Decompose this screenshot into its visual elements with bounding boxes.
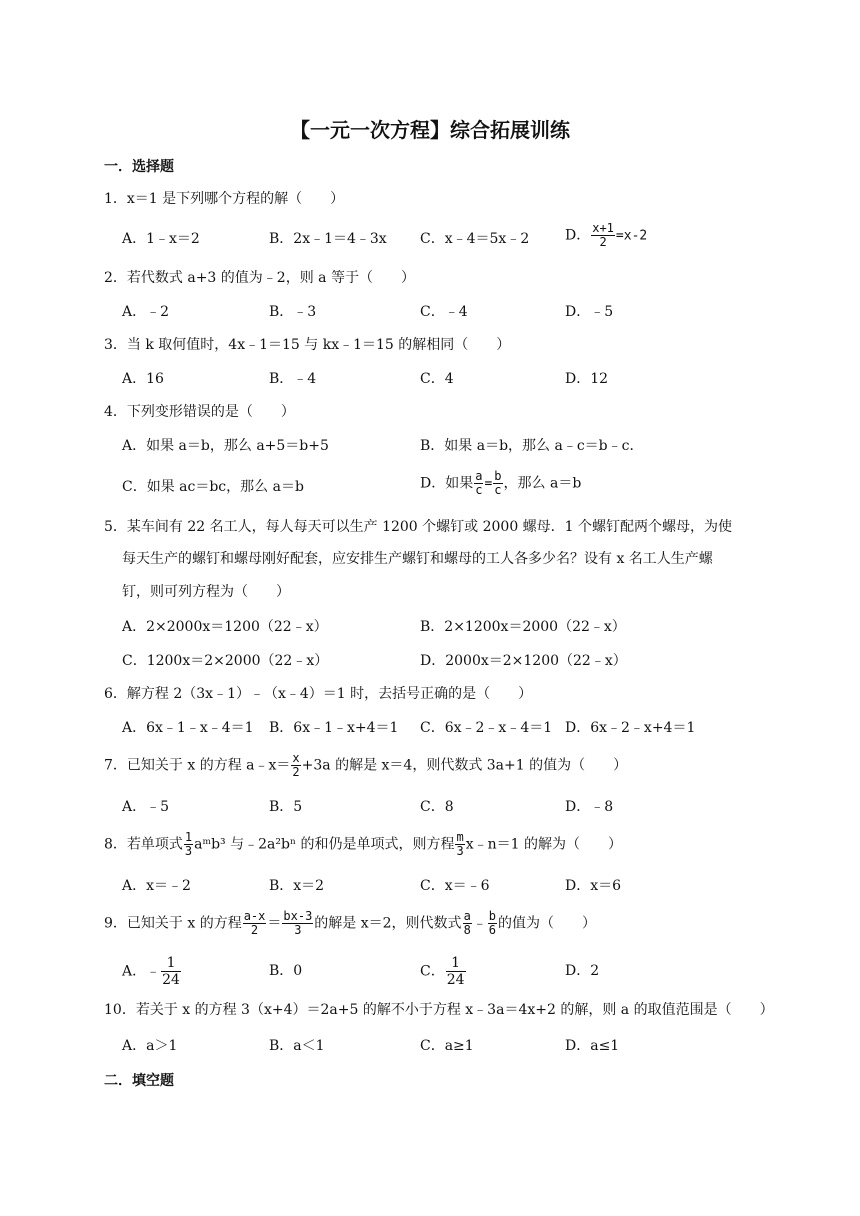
- stem-text: 9．已知关于 x 的方程: [104, 915, 242, 932]
- question-1-option-b: B．2x﹣1＝4﹣3x: [269, 231, 387, 247]
- question-10-option-d: D．a≤1: [565, 1038, 620, 1054]
- question-3-stem: 3．当 k 取何值时，4x﹣1＝15 与 kx﹣1＝15 的解相同（ ）: [104, 337, 511, 353]
- question-9-option-a: [122, 955, 182, 988]
- question-2-option-c: C．﹣4: [420, 304, 468, 320]
- expression: =x-2: [615, 228, 648, 244]
- question-10-option-a: A．a＞1: [122, 1038, 178, 1054]
- numerator: 1: [446, 955, 466, 972]
- numerator: a: [463, 909, 471, 923]
- question-5-option-c: C．1200x＝2×2000（22﹣x）: [122, 653, 329, 669]
- stem-text: 的值为（ ）: [498, 915, 597, 932]
- fraction: [474, 470, 483, 497]
- question-4-option-d: [420, 470, 581, 497]
- question-1-option-d: [565, 222, 647, 249]
- numerator: 1: [161, 955, 181, 972]
- question-2-option-b: B．﹣3: [269, 304, 317, 320]
- numerator: a: [475, 469, 483, 483]
- stem-text: 8．若单项式: [104, 836, 183, 853]
- question-4-option-c: C．如果 ac＝bc，那么 a＝b: [122, 479, 304, 495]
- numerator: a-x: [243, 909, 266, 923]
- question-5-line-1: 5．某车间有 22 名工人，每人每天可以生产 1200 个螺钉或 2000 螺母．1 个螺钉配两个螺母，为使: [104, 519, 733, 535]
- option-rest: ，那么 a＝b: [503, 475, 582, 492]
- question-9-stem: [104, 910, 596, 937]
- question-5-option-d: D．2000x＝2×1200（22﹣x）: [420, 653, 627, 669]
- fraction: [493, 470, 502, 497]
- question-10-option-c: C．a≥1: [420, 1038, 474, 1054]
- denominator: 24: [446, 972, 465, 988]
- question-5-option-b: B．2×1200x＝2000（22﹣x）: [420, 619, 626, 635]
- question-5-option-a: A．2×2000x＝1200（22﹣x）: [122, 619, 328, 635]
- question-3-option-a: A．16: [122, 371, 164, 387]
- numerator: b: [488, 909, 497, 923]
- fraction: [446, 955, 466, 988]
- numerator: 1: [184, 830, 193, 844]
- stem-text: 的解是 x＝2，则代数式: [314, 915, 462, 932]
- option-label: D．如果: [420, 475, 474, 492]
- denominator: c: [494, 483, 502, 497]
- equals-sign: =: [484, 476, 493, 492]
- section-heading-fill-in: 二．填空题: [104, 1073, 174, 1089]
- stem-text: x﹣n＝1 的解为（ ）: [465, 836, 622, 853]
- numerator: x+1: [592, 221, 614, 235]
- question-4-option-a: A．如果 a＝b，那么 a+5＝b+5: [122, 438, 329, 454]
- question-8-option-d: D．x＝6: [565, 878, 622, 894]
- denominator: 24: [162, 972, 180, 988]
- numerator: m: [456, 830, 464, 844]
- question-8-option-a: A．x＝﹣2: [122, 878, 191, 894]
- stem-text: 7．已知关于 x 的方程 a﹣x＝: [104, 757, 291, 774]
- question-1-stem: 1．x＝1 是下列哪个方程的解（ ）: [104, 191, 345, 207]
- page-title: 【一元一次方程】综合拓展训练: [290, 118, 570, 142]
- question-10-option-b: B．a＜1: [269, 1038, 325, 1054]
- fraction: [282, 910, 313, 937]
- fraction: [591, 222, 615, 249]
- fraction: [455, 831, 464, 858]
- fraction: [488, 910, 497, 937]
- question-6-option-d: D．6x﹣2﹣x+4＝1: [565, 720, 696, 736]
- denominator: 2: [250, 923, 259, 937]
- question-2-option-a: A．﹣2: [122, 304, 170, 320]
- denominator: c: [475, 483, 483, 497]
- question-1-option-c: C．x﹣4＝5x﹣2: [420, 231, 530, 247]
- option-label: C．: [420, 963, 445, 980]
- question-5-line-3: 钉，则可列方程为（ ）: [122, 584, 290, 600]
- question-7-option-d: D．﹣8: [565, 799, 614, 815]
- question-8-option-b: B．x＝2: [269, 878, 325, 894]
- option-label: D．: [565, 227, 591, 244]
- denominator: 3: [294, 923, 302, 937]
- question-7-option-b: B．5: [269, 799, 303, 815]
- denominator: 8: [463, 923, 471, 937]
- question-2-stem: 2．若代数式 a+3 的值为﹣2，则 a 等于（ ）: [104, 270, 415, 286]
- question-6-option-c: C．6x﹣2﹣x﹣4＝1: [420, 720, 553, 736]
- fraction: [161, 955, 181, 988]
- question-3-option-b: B．﹣4: [269, 371, 317, 387]
- fraction: [291, 752, 300, 779]
- question-3-option-c: C．4: [420, 371, 454, 387]
- question-9-option-d: D．2: [565, 963, 600, 979]
- equals-sign: ＝: [267, 915, 282, 932]
- option-label: A．﹣: [122, 963, 161, 980]
- question-9-option-c: [420, 955, 467, 988]
- question-3-option-d: D．12: [565, 371, 609, 387]
- numerator: b: [494, 469, 502, 483]
- question-8-option-c: C．x＝﹣6: [420, 878, 490, 894]
- denominator: 2: [599, 235, 607, 249]
- question-7-option-c: C．8: [420, 799, 454, 815]
- question-7-stem: [104, 752, 627, 779]
- minus-sign: ﹣: [472, 915, 487, 932]
- fraction: [463, 910, 472, 937]
- numerator: bx-3: [283, 909, 313, 923]
- question-10-stem: 10．若关于 x 的方程 3（x+4）＝2a+5 的解不小于方程 x﹣3a＝4x+2 的解，则 a 的取值范围是（ ）: [104, 1002, 774, 1018]
- section-heading-choice: 一．选择题: [104, 159, 174, 175]
- fraction: [243, 910, 267, 937]
- question-4-stem: 4．下列变形错误的是（ ）: [104, 404, 295, 420]
- denominator: 3: [456, 844, 464, 858]
- stem-text: aᵐb³ 与﹣2a²bⁿ 的和仍是单项式，则方程: [194, 836, 455, 853]
- question-6-option-b: B．6x﹣1﹣x+4＝1: [269, 720, 399, 736]
- fraction: [184, 831, 193, 858]
- question-6-stem: 6．解方程 2（3x﹣1）﹣（x﹣4）＝1 时，去括号正确的是（ ）: [104, 686, 533, 702]
- question-4-option-b: B．如果 a＝b，那么 a﹣c＝b﹣c．: [420, 438, 644, 454]
- question-1-option-a: A．1﹣x＝2: [122, 231, 200, 247]
- question-9-option-b: B．0: [269, 963, 303, 979]
- denominator: 2: [292, 765, 300, 779]
- question-2-option-d: D．﹣5: [565, 304, 614, 320]
- numerator: x: [292, 751, 300, 765]
- question-7-option-a: A．﹣5: [122, 799, 170, 815]
- stem-text: +3a 的解是 x＝4，则代数式 3a+1 的值为（ ）: [301, 757, 628, 774]
- question-6-option-a: A．6x﹣1﹣x﹣4＝1: [122, 720, 254, 736]
- question-5-line-2: 每天生产的螺钉和螺母刚好配套，应安排生产螺钉和螺母的工人各多少名？设有 x 名工人生产螺: [122, 551, 713, 567]
- denominator: 6: [488, 923, 497, 937]
- question-8-stem: [104, 831, 622, 858]
- denominator: 3: [184, 844, 193, 858]
